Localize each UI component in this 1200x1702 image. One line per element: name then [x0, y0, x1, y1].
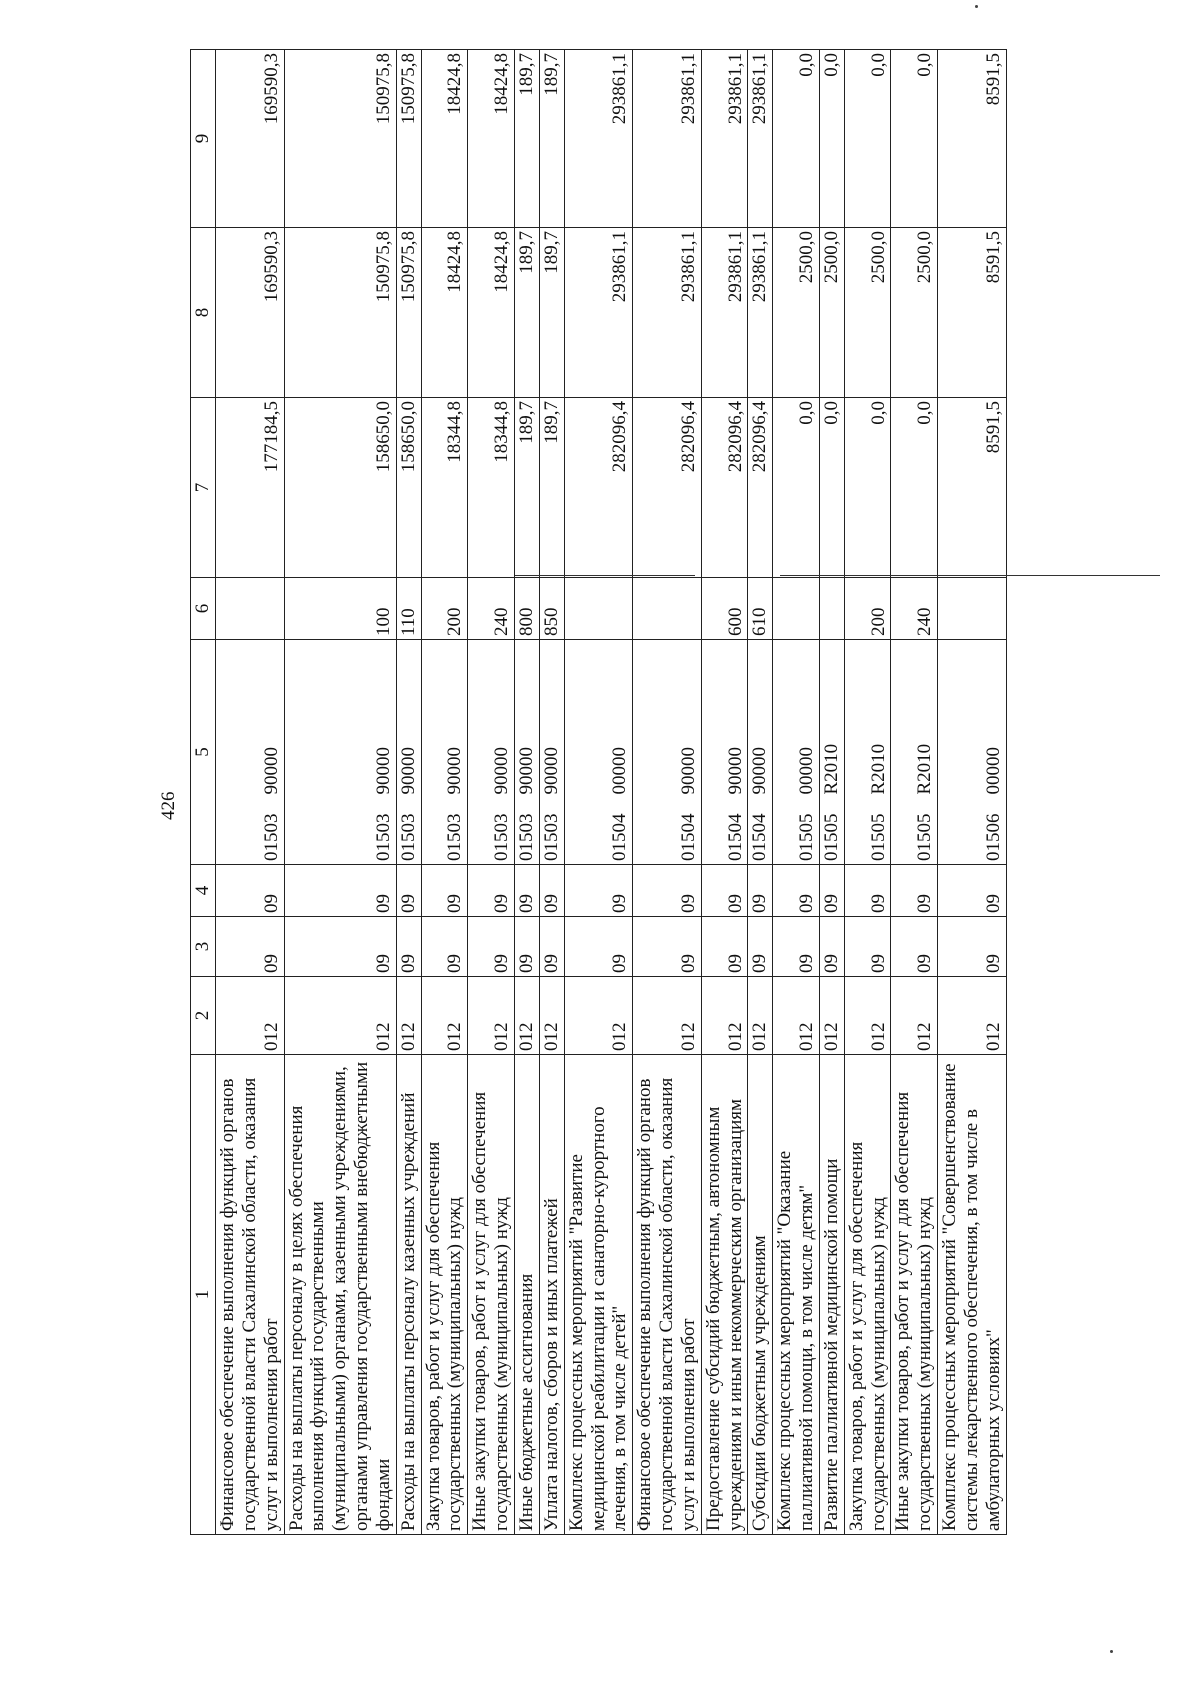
amount-cell: 169590,3: [216, 228, 285, 398]
amount-cell: 189,7: [514, 228, 539, 398]
table-row: [284, 50, 396, 1535]
row-name-cell: Закупка товаров, работ и услуг для обеспечения государственных (муниципальных) нужд: [844, 1055, 891, 1535]
section-cell: 09: [938, 917, 1007, 977]
page-number: 426: [158, 791, 179, 820]
row-name-cell: Расходы на выплаты персоналу в целях обеспечения выполнения функций государственными (муниципальными) органами, казенными учреждениями, органами управления государственными внебюджетными фондами: [284, 1055, 396, 1535]
target-article-cell: 01503 90000: [539, 640, 564, 865]
amount-cell: 282096,4: [748, 398, 773, 578]
expense-type-cell: [633, 578, 702, 640]
amount-cell: 293861,1: [564, 50, 633, 228]
amount-cell: 158650,0: [284, 398, 396, 578]
amount-cell: 0,0: [891, 50, 938, 228]
amount-cell: 177184,5: [216, 398, 285, 578]
target-article-cell: 01503 90000: [421, 640, 468, 865]
row-name-cell: Предоставление субсидий бюджетным, автономным учреждениям и иным некоммерческим организациям: [701, 1055, 748, 1535]
subsection-cell: 09: [216, 865, 285, 917]
target-article-cell: 01503 90000: [514, 640, 539, 865]
subsection-cell: 09: [819, 865, 844, 917]
amount-cell: 293861,1: [748, 50, 773, 228]
expense-type-cell: [938, 578, 1007, 640]
admin-code-cell: 012: [938, 977, 1007, 1055]
scan-speck: [1110, 1650, 1113, 1653]
row-name-cell: Уплата налогов, сборов и иных платежей: [539, 1055, 564, 1535]
expense-type-cell: 100: [284, 578, 396, 640]
admin-code-cell: 012: [539, 977, 564, 1055]
header-row: [191, 50, 216, 1535]
expense-type-cell: [216, 578, 285, 640]
scan-cut-line: [780, 575, 1160, 576]
row-name-cell: Иные закупки товаров, работ и услуг для обеспечения государственных (муниципальных) нужд: [468, 1055, 515, 1535]
amount-cell: 0,0: [819, 50, 844, 228]
expense-type-cell: 800: [514, 578, 539, 640]
admin-code-cell: 012: [819, 977, 844, 1055]
amount-cell: 0,0: [891, 398, 938, 578]
subsection-cell: 09: [701, 865, 748, 917]
column-header-4: 4: [191, 865, 216, 917]
target-article-cell: 01504 00000: [564, 640, 633, 865]
expense-type-cell: 200: [421, 578, 468, 640]
expense-type-cell: 610: [748, 578, 773, 640]
column-header-6: 6: [191, 578, 216, 640]
section-cell: 09: [773, 917, 820, 977]
amount-cell: 0,0: [819, 398, 844, 578]
table-row: [396, 50, 421, 1535]
section-cell: 09: [748, 917, 773, 977]
admin-code-cell: 012: [216, 977, 285, 1055]
expense-type-cell: [819, 578, 844, 640]
row-name-cell: Расходы на выплаты персоналу казенных учреждений: [396, 1055, 421, 1535]
amount-cell: 2500,0: [773, 228, 820, 398]
table-row: [819, 50, 844, 1535]
amount-cell: 189,7: [539, 398, 564, 578]
row-name-cell: Субсидии бюджетным учреждениям: [748, 1055, 773, 1535]
table-row: [844, 50, 891, 1535]
admin-code-cell: 012: [468, 977, 515, 1055]
column-header-1: 1: [191, 1055, 216, 1535]
table-body: [216, 50, 1007, 1535]
expense-type-cell: [564, 578, 633, 640]
section-cell: 09: [216, 917, 285, 977]
admin-code-cell: 012: [396, 977, 421, 1055]
amount-cell: 0,0: [844, 398, 891, 578]
row-name-cell: Закупка товаров, работ и услуг для обеспечения государственных (муниципальных) нужд: [421, 1055, 468, 1535]
amount-cell: 8591,5: [938, 50, 1007, 228]
section-cell: 09: [633, 917, 702, 977]
column-header-9: 9: [191, 50, 216, 228]
amount-cell: 2500,0: [844, 228, 891, 398]
subsection-cell: 09: [539, 865, 564, 917]
amount-cell: 150975,8: [284, 228, 396, 398]
scan-cut-line: [515, 575, 695, 576]
subsection-cell: 09: [468, 865, 515, 917]
amount-cell: 18424,8: [421, 50, 468, 228]
amount-cell: 18424,8: [421, 228, 468, 398]
target-article-cell: 01503 90000: [216, 640, 285, 865]
target-article-cell: 01505 R2010: [819, 640, 844, 865]
target-article-cell: 01504 90000: [701, 640, 748, 865]
amount-cell: 158650,0: [396, 398, 421, 578]
amount-cell: 8591,5: [938, 398, 1007, 578]
row-name-cell: Комплекс процессных мероприятий "Совершенствование системы лекарственного обеспечения, в том числе в амбулаторных условиях": [938, 1055, 1007, 1535]
expense-type-cell: 850: [539, 578, 564, 640]
amount-cell: 293861,1: [633, 228, 702, 398]
subsection-cell: 09: [564, 865, 633, 917]
expense-type-cell: 240: [468, 578, 515, 640]
column-header-3: 3: [191, 917, 216, 977]
amount-cell: 282096,4: [701, 398, 748, 578]
amount-cell: 293861,1: [748, 228, 773, 398]
table-row: [748, 50, 773, 1535]
subsection-cell: 09: [938, 865, 1007, 917]
row-name-cell: Комплекс процессных мероприятий "Развитие медицинской реабилитации и санаторно-курортного лечения, в том числе детей": [564, 1055, 633, 1535]
amount-cell: 189,7: [539, 228, 564, 398]
target-article-cell: 01503 90000: [396, 640, 421, 865]
amount-cell: 18424,8: [468, 228, 515, 398]
column-header-8: 8: [191, 228, 216, 398]
section-cell: 09: [514, 917, 539, 977]
section-cell: 09: [396, 917, 421, 977]
subsection-cell: 09: [748, 865, 773, 917]
row-name-cell: Развитие паллиативной медицинской помощи: [819, 1055, 844, 1535]
section-cell: 09: [819, 917, 844, 977]
target-article-cell: 01505 R2010: [844, 640, 891, 865]
table-row: [216, 50, 285, 1535]
target-article-cell: 01503 90000: [284, 640, 396, 865]
target-article-cell: 01504 90000: [748, 640, 773, 865]
target-article-cell: 01506 00000: [938, 640, 1007, 865]
amount-cell: 293861,1: [633, 50, 702, 228]
expense-type-cell: [773, 578, 820, 640]
amount-cell: 293861,1: [564, 228, 633, 398]
subsection-cell: 09: [891, 865, 938, 917]
amount-cell: 18424,8: [468, 50, 515, 228]
expense-type-cell: 600: [701, 578, 748, 640]
target-article-cell: 01504 90000: [633, 640, 702, 865]
amount-cell: 282096,4: [633, 398, 702, 578]
amount-cell: 2500,0: [891, 228, 938, 398]
amount-cell: 2500,0: [819, 228, 844, 398]
row-name-cell: Иные закупки товаров, работ и услуг для обеспечения государственных (муниципальных) нужд: [891, 1055, 938, 1535]
amount-cell: 150975,8: [396, 228, 421, 398]
row-name-cell: Иные бюджетные ассигнования: [514, 1055, 539, 1535]
expense-type-cell: 200: [844, 578, 891, 640]
section-cell: 09: [564, 917, 633, 977]
amount-cell: 293861,1: [701, 228, 748, 398]
amount-cell: 282096,4: [564, 398, 633, 578]
amount-cell: 150975,8: [396, 50, 421, 228]
table-row: [564, 50, 633, 1535]
expense-type-cell: 110: [396, 578, 421, 640]
table-row: [701, 50, 748, 1535]
admin-code-cell: 012: [773, 977, 820, 1055]
amount-cell: 0,0: [773, 398, 820, 578]
section-cell: 09: [284, 917, 396, 977]
table-row: [633, 50, 702, 1535]
subsection-cell: 09: [284, 865, 396, 917]
subsection-cell: 09: [844, 865, 891, 917]
section-cell: 09: [701, 917, 748, 977]
amount-cell: 8591,5: [938, 228, 1007, 398]
subsection-cell: 09: [633, 865, 702, 917]
table-row: [468, 50, 515, 1535]
table-row: [514, 50, 539, 1535]
target-article-cell: 01503 90000: [468, 640, 515, 865]
subsection-cell: 09: [421, 865, 468, 917]
admin-code-cell: 012: [284, 977, 396, 1055]
target-article-cell: 01505 00000: [773, 640, 820, 865]
amount-cell: 293861,1: [701, 50, 748, 228]
row-name-cell: Комплекс процессных мероприятий "Оказание паллиативной помощи, в том числе детям": [773, 1055, 820, 1535]
table-row: [891, 50, 938, 1535]
amount-cell: 189,7: [514, 50, 539, 228]
section-cell: 09: [539, 917, 564, 977]
admin-code-cell: 012: [633, 977, 702, 1055]
section-cell: 09: [891, 917, 938, 977]
scan-speck: [975, 5, 978, 8]
admin-code-cell: 012: [701, 977, 748, 1055]
budget-table: [190, 49, 1007, 1535]
column-header-7: 7: [191, 398, 216, 578]
amount-cell: 150975,8: [284, 50, 396, 228]
amount-cell: 189,7: [539, 50, 564, 228]
subsection-cell: 09: [514, 865, 539, 917]
column-header-5: 5: [191, 640, 216, 865]
admin-code-cell: 012: [844, 977, 891, 1055]
column-header-2: 2: [191, 977, 216, 1055]
section-cell: 09: [421, 917, 468, 977]
amount-cell: 0,0: [844, 50, 891, 228]
subsection-cell: 09: [773, 865, 820, 917]
amount-cell: 189,7: [514, 398, 539, 578]
admin-code-cell: 012: [891, 977, 938, 1055]
table-row: [773, 50, 820, 1535]
table-row: [421, 50, 468, 1535]
target-article-cell: 01505 R2010: [891, 640, 938, 865]
table-row: [938, 50, 1007, 1535]
admin-code-cell: 012: [564, 977, 633, 1055]
admin-code-cell: 012: [514, 977, 539, 1055]
section-cell: 09: [468, 917, 515, 977]
table-row: [539, 50, 564, 1535]
row-name-cell: Финансовое обеспечение выполнения функций органов государственной власти Сахалинской области, оказания услуг и выполнения работ: [216, 1055, 285, 1535]
amount-cell: 18344,8: [468, 398, 515, 578]
admin-code-cell: 012: [421, 977, 468, 1055]
rotated-page: [150, 50, 1200, 1535]
admin-code-cell: 012: [748, 977, 773, 1055]
subsection-cell: 09: [396, 865, 421, 917]
row-name-cell: Финансовое обеспечение выполнения функций органов государственной власти Сахалинской области, оказания услуг и выполнения работ: [633, 1055, 702, 1535]
amount-cell: 18344,8: [421, 398, 468, 578]
expense-type-cell: 240: [891, 578, 938, 640]
amount-cell: 169590,3: [216, 50, 285, 228]
section-cell: 09: [844, 917, 891, 977]
amount-cell: 0,0: [773, 50, 820, 228]
